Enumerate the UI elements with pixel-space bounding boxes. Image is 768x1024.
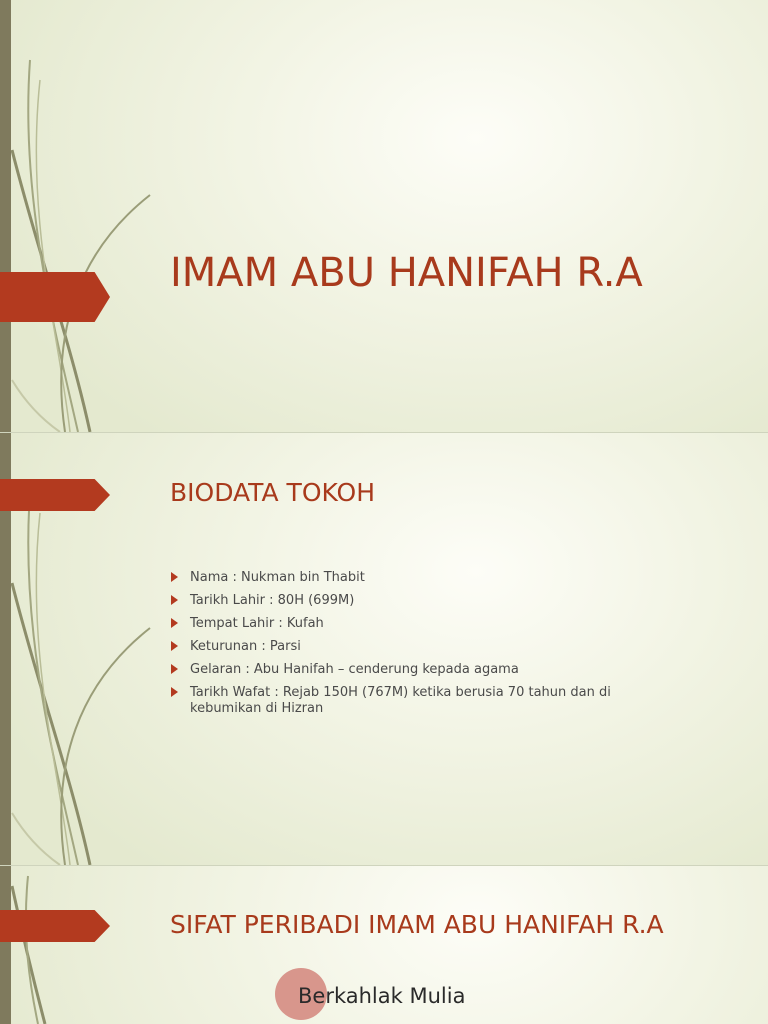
list-item: Tempat Lahir : Kufah xyxy=(170,616,670,632)
list-item: Nama : Nukman bin Thabit xyxy=(170,570,670,586)
slide-3-title: SIFAT PERIBADI IMAM ABU HANIFAH R.A xyxy=(170,910,664,939)
biodata-list xyxy=(170,570,670,724)
bullet-arrow-icon xyxy=(171,572,178,582)
list-item: Tarikh Lahir : 80H (699M) xyxy=(170,593,670,609)
accent-arrow xyxy=(0,272,110,322)
slide-1 xyxy=(0,0,768,432)
list-item: Gelaran : Abu Hanifah – cenderung kepada agama xyxy=(170,662,670,678)
bullet-arrow-icon xyxy=(171,595,178,605)
bullet-arrow-icon xyxy=(171,641,178,651)
bullet-arrow-icon xyxy=(171,687,178,697)
accent-arrow xyxy=(0,910,110,942)
bullet-arrow-icon xyxy=(171,664,178,674)
list-item: Tarikh Wafat : Rejab 150H (767M) ketika berusia 70 tahun dan di kebumikan di Hizran xyxy=(170,685,670,717)
slide-1-title: IMAM ABU HANIFAH R.A xyxy=(170,250,643,296)
item-label: Berkahlak Mulia xyxy=(298,984,466,1008)
decorative-swoosh-icon xyxy=(0,866,160,1024)
list-item: Keturunan : Parsi xyxy=(170,639,670,655)
slide-2-title: BIODATA TOKOH xyxy=(170,478,376,507)
accent-arrow xyxy=(0,479,110,511)
bullet-arrow-icon xyxy=(171,618,178,628)
decorative-swoosh-icon xyxy=(0,0,160,432)
